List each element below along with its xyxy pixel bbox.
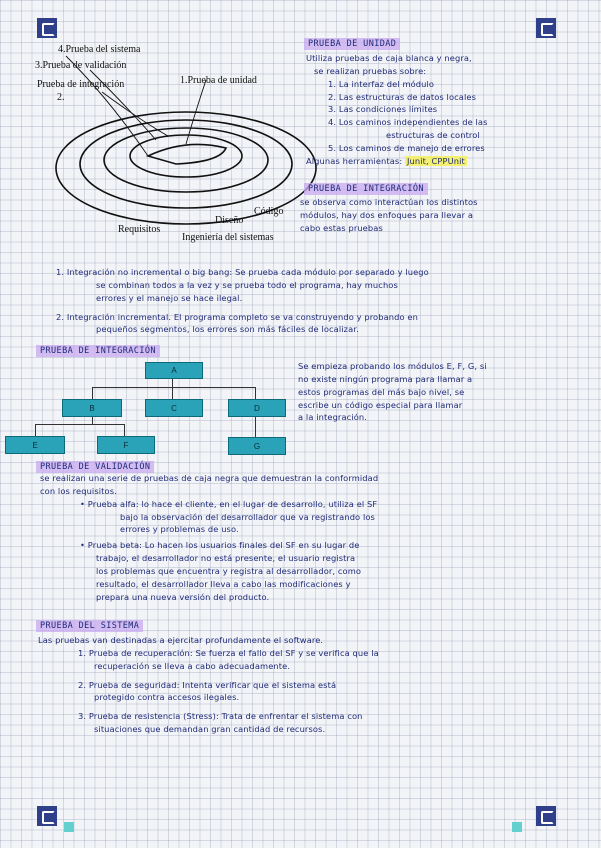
diagram-label-unidad: 1.Prueba de unidad — [180, 75, 257, 86]
validacion-alfa: errores y problemas de uso. — [120, 524, 239, 535]
tree-connector — [172, 387, 173, 399]
tree-node-g: G — [228, 437, 286, 455]
unidad-text — [306, 52, 556, 168]
tree-connector — [124, 424, 125, 436]
sistema-item: 3. Prueba de resistencia (Stress): Trata de enfrentar el sistema con — [78, 711, 363, 722]
sistema-item: protegido contra accesos ilegales. — [94, 692, 240, 703]
corner-marker-top-right — [536, 18, 556, 38]
validacion-text — [40, 472, 565, 604]
sistema-item: situaciones que demandan gran cantidad de recursos. — [94, 724, 326, 735]
integracion2-text — [298, 360, 560, 424]
integracion2-line: escribe un código especial para llamar — [298, 399, 463, 410]
sistema-item: 1. Prueba de recuperación: Se fuerza el fallo del SF y se verifica que la — [78, 647, 379, 658]
diagram-label-codigo: Código — [254, 206, 284, 217]
sistema-item: 2. Prueba de seguridad: Intenta verificar que el sistema está — [78, 679, 337, 690]
validacion-beta: resultado, el desarrollador lleva a cabo las modificaciones y — [96, 578, 351, 589]
integracion-item: errores y el manejo se hace ilegal. — [96, 292, 243, 303]
validacion-beta: prepara una nueva versión del producto. — [96, 591, 270, 602]
integracion-line: módulos, hay dos enfoques para llevar a — [300, 209, 474, 220]
integracion-item: se combinan todos a la vez y se prueba todo el programa, hay muchos — [96, 279, 398, 290]
tree-node-a: A — [145, 362, 203, 379]
integracion-line: se observa como interactúan los distintos — [300, 197, 478, 207]
tree-node-b: B — [62, 399, 122, 417]
validacion-beta: • Prueba beta: Lo hacen los usuarios finales del SF en su lugar de — [80, 540, 360, 551]
validacion-alfa: • Prueba alfa: lo hace el cliente, en el lugar de desarrollo, utiliza el SF — [80, 498, 378, 509]
integracion-item: 2. Integración incremental. El programa completo se va construyendo y probando en — [56, 311, 418, 322]
tree-node-d: D — [228, 399, 286, 417]
validacion-beta: trabajo, el desarrollador no está presente, el usuario registra — [96, 553, 356, 564]
tools-prefix: Algunas herramientas: — [306, 155, 403, 166]
integracion-title: PRUEBA DE INTEGRACIÓN — [304, 183, 428, 195]
corner-marker-top-left — [37, 18, 57, 38]
corner-marker-bottom-right — [536, 806, 556, 826]
sistema-text — [38, 634, 568, 736]
tree-connector — [35, 424, 36, 436]
integracion-items — [56, 266, 566, 336]
diagram-label-ingenieria: Ingeniería del sistemas — [182, 232, 274, 243]
integracion2-line: no existe ningún programa para llamar a — [298, 373, 473, 384]
integracion-item: pequeños segmentos, los errores son más fáciles de localizar. — [96, 324, 359, 335]
tools-names: Junit, CPPUnit — [407, 155, 465, 166]
unidad-line: se realizan pruebas sobre: — [314, 65, 427, 76]
unidad-line: 5. Los caminos de manejo de errores — [328, 143, 485, 154]
unidad-title: PRUEBA DE UNIDAD — [304, 38, 400, 50]
integracion2-line: Se empieza probando los módulos E, F, G, si — [298, 361, 487, 371]
integracion-intro — [300, 196, 562, 235]
integracion2-line: a la integración. — [298, 412, 367, 423]
unidad-line: estructuras de control — [386, 130, 480, 141]
diagram-label-diseno: Diseño — [215, 215, 244, 226]
diagram-label-requisitos: Requisitos — [118, 224, 161, 235]
validacion-alfa: bajo la observación del desarrollador que va registrando los — [120, 511, 375, 522]
tree-node-f: F — [97, 436, 155, 454]
integracion2-title: PRUEBA DE INTEGRACIÓN — [36, 345, 160, 357]
validacion-line: se realizan una serie de pruebas de caja negra que demuestran la conformidad — [40, 473, 379, 483]
unidad-tools — [306, 155, 556, 168]
integracion2-line: estos programas del más bajo nivel, se — [298, 386, 465, 397]
integracion-line: cabo estas pruebas — [300, 222, 383, 233]
unidad-line: 1. La interfaz del módulo — [328, 78, 435, 89]
unidad-line: 3. Las condiciones límites — [328, 104, 438, 115]
corner-marker-bottom-left — [37, 806, 57, 826]
diagram-label-sistema: 4.Prueba del sistema — [58, 44, 141, 55]
tree-connector — [92, 387, 93, 399]
cyan-mark — [64, 822, 74, 832]
validacion-title: PRUEBA DE VALIDACIÓN — [36, 461, 154, 473]
tree-connector — [255, 415, 256, 437]
sistema-intro: Las pruebas van destinadas a ejercitar profundamente el software. — [38, 635, 324, 645]
tree-connector — [255, 387, 256, 399]
tree-connector — [35, 424, 125, 425]
sistema-item: recuperación se lleva a cabo adecuadamente. — [94, 660, 291, 671]
sistema-title: PRUEBA DEL SISTEMA — [36, 620, 143, 632]
validacion-beta: los problemas que encuentra y registra al desarrollador, como — [96, 566, 362, 577]
unidad-line: 2. Las estructuras de datos locales — [328, 91, 477, 102]
unidad-line: Utiliza pruebas de caja blanca y negra, — [306, 53, 472, 63]
diagram-label-validacion: 3.Prueba de validación — [35, 60, 127, 71]
cyan-mark — [512, 822, 522, 832]
diagram-label-number: 2. — [57, 92, 65, 103]
tree-connector — [92, 387, 256, 388]
unidad-line: 4. Los caminos independientes de las — [328, 117, 488, 128]
tree-node-c: C — [145, 399, 203, 417]
validacion-line: con los requisitos. — [40, 485, 117, 496]
tree-node-e: E — [5, 436, 65, 454]
diagram-label-integracion: Prueba de integración — [37, 79, 125, 90]
integracion-item: 1. Integración no incremental o big bang: Se prueba cada módulo por separado y luego — [56, 267, 429, 277]
spiral-diagram — [30, 40, 320, 250]
